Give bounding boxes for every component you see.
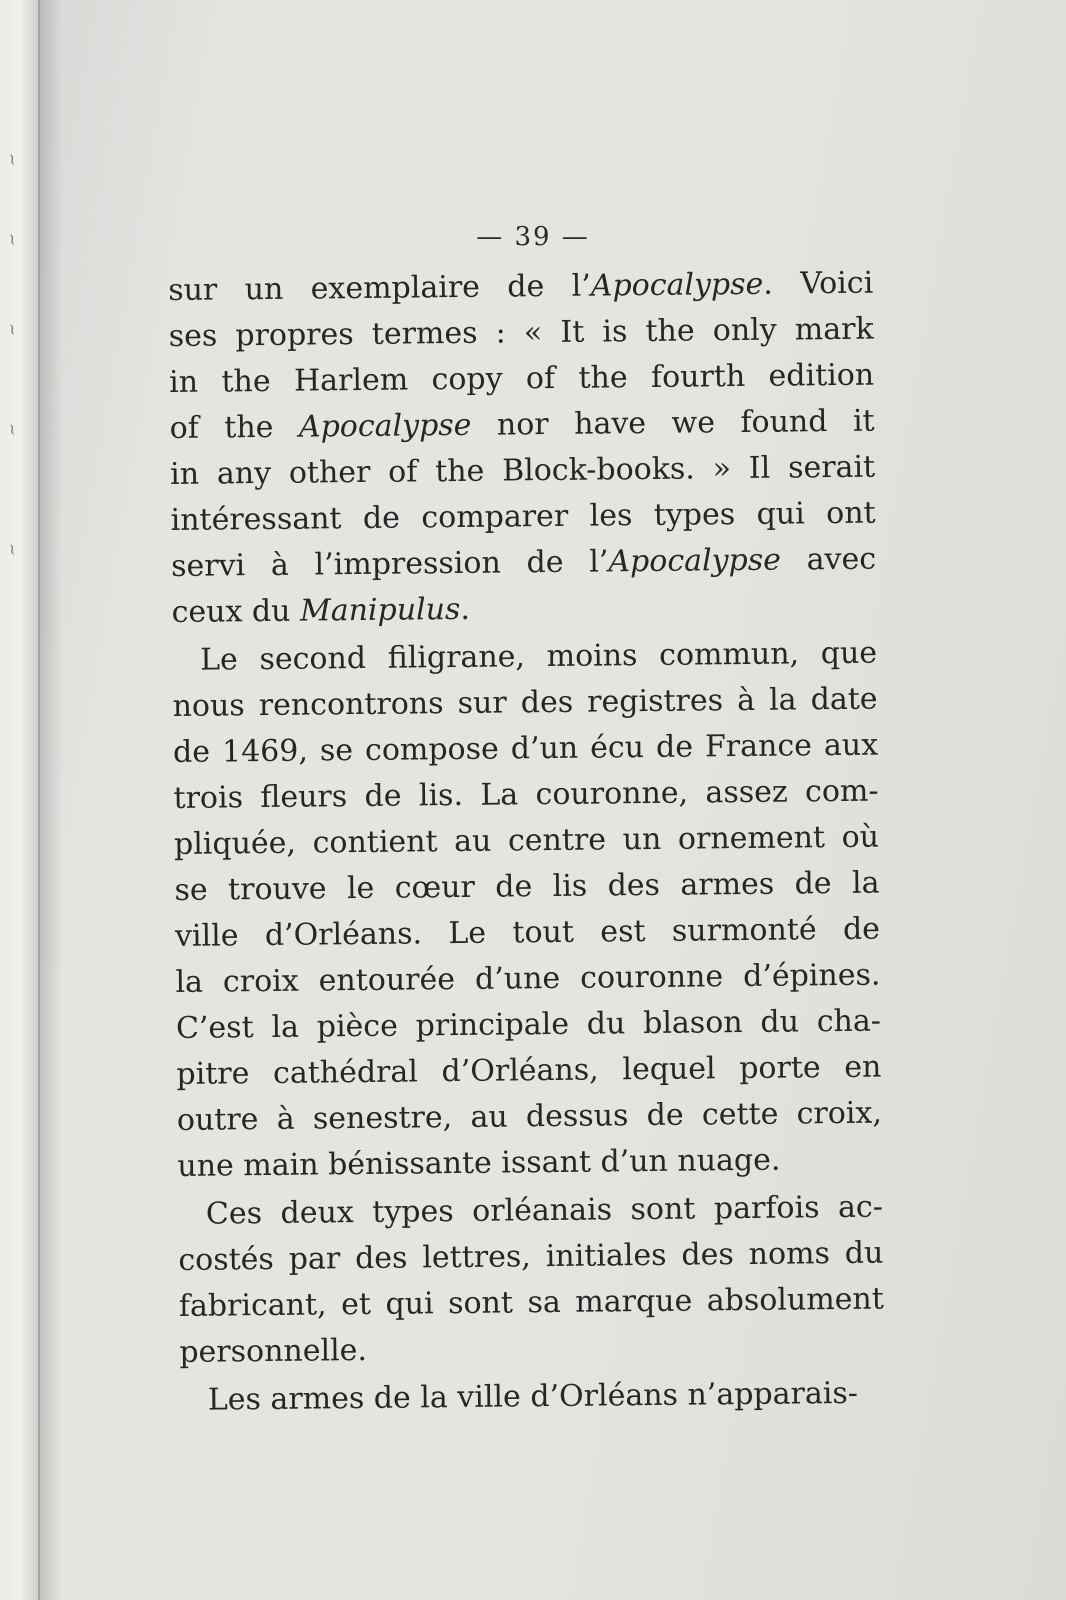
text-segment: costés par des lettres, initiales des noms du xyxy=(178,1235,884,1278)
text-segment: de 1469, se compose d’un écu de France aux xyxy=(172,727,879,770)
text-segment: la croix entourée d’une couronne d’épines. xyxy=(175,957,881,1000)
text-segment: sur un exemplaire de l’ xyxy=(168,268,591,308)
paragraph xyxy=(172,631,883,1190)
text-segment: of the xyxy=(169,409,300,446)
paragraph xyxy=(168,261,877,636)
text-segment: servi à l’impression de l’ xyxy=(170,544,609,584)
text-segment: Manipulus xyxy=(299,591,461,629)
facing-page-text-fragment: ~ xyxy=(2,321,24,338)
text-line xyxy=(178,1185,883,1238)
text-line xyxy=(171,537,876,590)
text-line xyxy=(178,1231,883,1284)
text-line xyxy=(174,815,879,868)
text-line xyxy=(173,769,878,822)
text-line xyxy=(173,723,878,776)
text-segment: personnelle. xyxy=(179,1332,368,1370)
paragraph xyxy=(178,1185,885,1376)
text-segment: Ces deux types orléanais sont parfois ac- xyxy=(205,1189,884,1232)
text-segment: trois fleurs de lis. La couronne, assez com- xyxy=(173,773,879,816)
text-line xyxy=(169,399,874,452)
text-line xyxy=(180,1371,885,1424)
text-segment: Apocalypse xyxy=(590,266,764,304)
text-segment: ville d’Orléans. Le tout est surmonté de xyxy=(174,911,881,954)
text-segment: avec xyxy=(780,541,877,578)
text-segment: pitre cathédral d’Orléans, lequel porte en xyxy=(176,1049,882,1092)
text-segment: intéressant de comparer les types qui ont xyxy=(170,495,876,538)
text-line xyxy=(168,307,873,360)
text-segment: outre à senestre, au dessus de cette croix, xyxy=(176,1095,883,1138)
facing-page-text-fragment: ~ xyxy=(2,231,24,248)
text-segment: Les armes de la ville d’Orléans n’apparais- xyxy=(207,1375,859,1418)
facing-page-text-fragment: ~ xyxy=(2,421,24,438)
text-line xyxy=(171,583,876,636)
text-segment: nor have we found it xyxy=(471,403,875,443)
text-segment: nous rencontrons sur des registres à la date xyxy=(172,681,878,724)
text-line xyxy=(175,907,880,960)
text-segment: C’est la pièce principale du blason du cha- xyxy=(175,1003,882,1046)
text-line xyxy=(179,1323,884,1376)
text-segment: une main bénissante issant d’un nuage. xyxy=(177,1142,781,1184)
text-segment: pliquée, contient au centre un ornement où xyxy=(173,819,880,862)
text-line xyxy=(177,1091,882,1144)
text-line xyxy=(170,491,875,544)
text-segment: . xyxy=(460,591,471,627)
text-segment: in the Harlem copy of the fourth edition xyxy=(169,357,875,400)
text-line xyxy=(179,1277,884,1330)
text-segment: se trouve le cœur de lis des armes de la xyxy=(174,865,880,908)
text-line xyxy=(176,999,881,1052)
text-segment: ceux du xyxy=(171,593,301,630)
text-line xyxy=(172,631,877,684)
text-line xyxy=(170,445,875,498)
facing-page-text-fragment: ~ xyxy=(2,541,24,558)
page-number: — 39 — xyxy=(476,222,590,252)
text-segment: Apocalypse xyxy=(608,542,782,580)
text-segment: Apocalypse xyxy=(298,407,472,445)
text-line xyxy=(172,677,877,730)
text-segment: fabricant, et qui sont sa marque absolument xyxy=(178,1281,885,1324)
facing-page-text-fragment: ~ xyxy=(2,151,24,168)
paragraph xyxy=(180,1371,885,1424)
text-line xyxy=(175,953,880,1006)
text-segment: ses propres termes : « It is the only mark xyxy=(168,311,874,354)
text-segment: Le second filigrane, moins commun, que xyxy=(199,635,878,678)
body-text xyxy=(168,261,885,1424)
text-segment: in any other of the Block-books. » Il serait xyxy=(169,449,876,492)
text-line xyxy=(177,1137,882,1190)
text-line xyxy=(176,1045,881,1098)
text-segment: . Voici xyxy=(763,265,874,302)
text-line xyxy=(174,861,879,914)
text-line xyxy=(169,353,874,406)
text-line xyxy=(168,261,873,314)
